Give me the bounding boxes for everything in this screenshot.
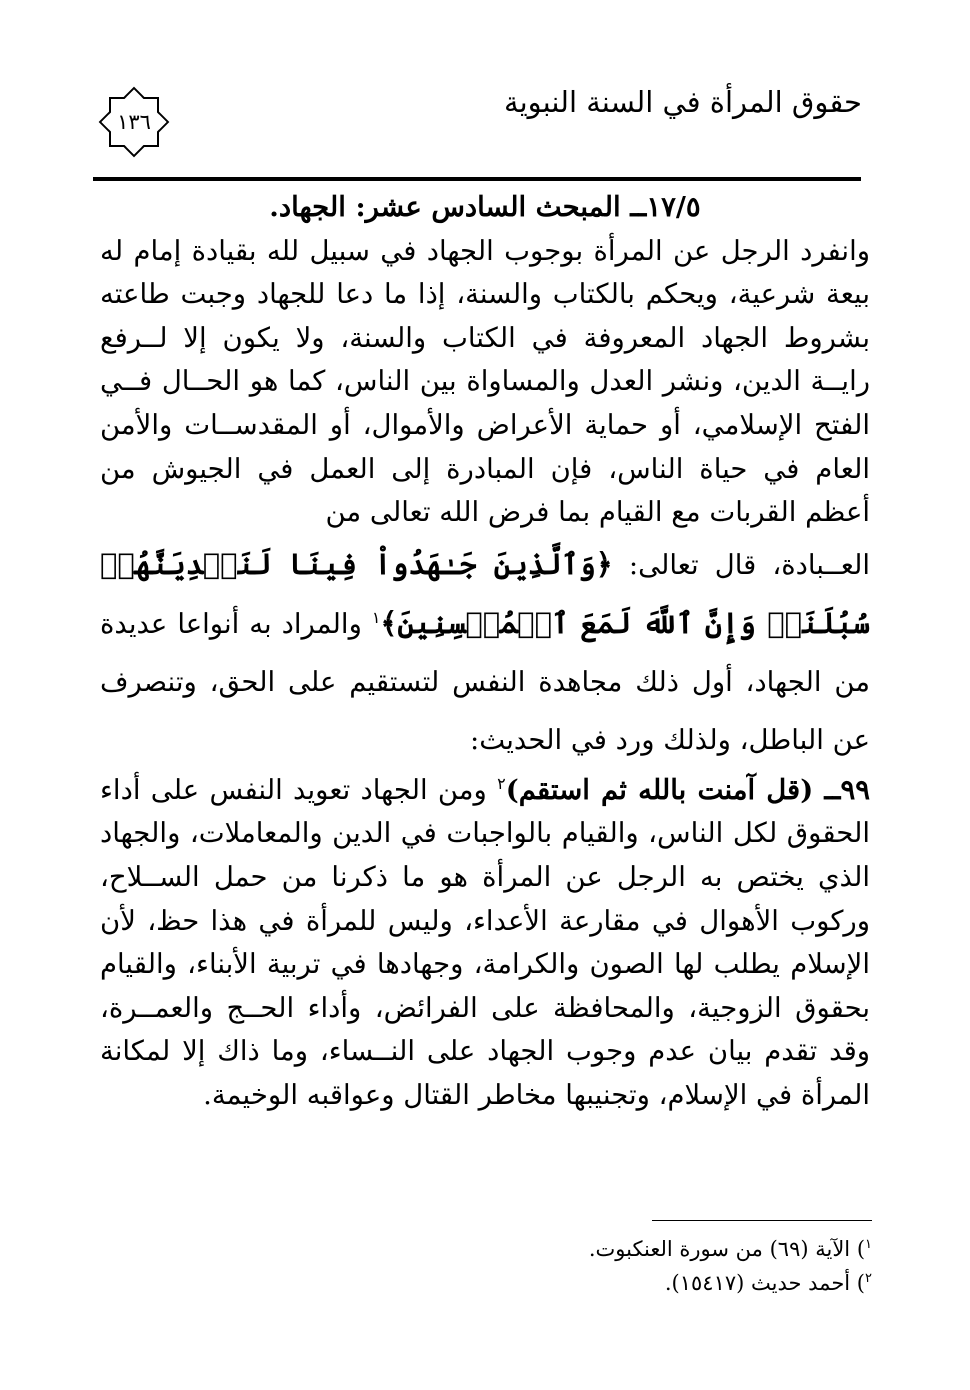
hadith-number: ٩٩ــ [813, 773, 870, 806]
footnote-text: ) أحمد حديث (١٥٤١٧). [664, 1271, 866, 1295]
paragraph-quran-tail: والمراد به أنواعا عديدة من الجهاد، أول ذلك مجاهدة النفس لتستقيم على الحق، وتنصرف عن الباطل، ولذلك ورد في الحديث: [100, 607, 870, 756]
hadith-text: (قل آمنت بالله ثم استقم) [505, 773, 814, 806]
footnote-divider [652, 1220, 872, 1221]
page-number: ١٣٦ [117, 110, 151, 134]
body-text [100, 186, 870, 1118]
page-number-badge [96, 84, 172, 160]
footnote-item [102, 1266, 872, 1300]
footnote-item [102, 1232, 872, 1266]
header-divider [93, 177, 861, 181]
paragraph-intro: وانفرد الرجل عن المرأة بوجوب الجهاد في سبيل لله بقيادة إمام له بيعة شرعية، ويحكم بالكتاب والسنة، إذا ما دعا للجهاد وجبت طاعته بشروط الجهاد المعروفة في الكتاب والسنة، ولا يكون إلا لــرفع رايــة الدين، ونشر العدل والمساواة بين الناس، كما هو الحــال فــي الفتح الإسلامي، أو حماية الأعراض والأموال، أو المقدســات والأمن العام في حياة الناس، فإن المبادرة إلى العمل في الجيوش من أعظم القربات مع القيام بما فرض الله تعالى من [100, 234, 870, 529]
quran-verse: ﴿وَٱلَّذِينَ جَـٰهَدُواْ فِينَا لَنَهۡدِيَنَّهُمۡ سُبُلَنَاۚ وَإِنَّ ٱللَّهَ لَمَعَ ٱلۡمُحۡسِنِينَ﴾ [100, 546, 870, 640]
quran-lead-text: العــبادة، قال تعالى: [612, 548, 870, 581]
footnote-mark: ١ [865, 1237, 872, 1252]
section-heading: ١٧/٥ــ المبحث السادس عشر: الجهاد. [269, 191, 701, 223]
footnote-text: ) الآية (٦٩) من سورة العنكبوت. [588, 1237, 866, 1261]
footnotes [102, 1232, 872, 1300]
footnote-mark: ٢ [865, 1271, 872, 1286]
paragraph-quran [100, 535, 870, 769]
footnote-ref-1: ١ [371, 607, 381, 627]
paragraph-hadith [100, 769, 870, 1118]
running-title: حقوق المرأة في السنة النبوية [504, 85, 862, 119]
paragraph-hadith-body: ومن الجهاد تعويد النفس على أداء الحقوق لكل الناس، والقيام بالواجبات في الدين والمعاملات، والجهاد الذي يختص به الرجل عن المرأة هو ما ذكرنا من حمل الســلاح، وركوب الأهوال في مقارعة الأعداء، وليس للمرأة في هذا حظ، لأن الإسلام يطلب لها الصون والكرامة، وجهادها في تربية الأبناء، والقيام بحقوق الزوجية، والمحافظة على الفرائض، وأداء الحــج والعمــرة، وقد تقدم بيان عدم وجوب الجهاد على النــساء، وما ذاك إلا لمكانة المرأة في الإسلام، وتجنيبها مخاطر القتال وعواقبه الوخيمة. [100, 773, 870, 1111]
footnote-ref-2: ٢ [497, 773, 506, 793]
